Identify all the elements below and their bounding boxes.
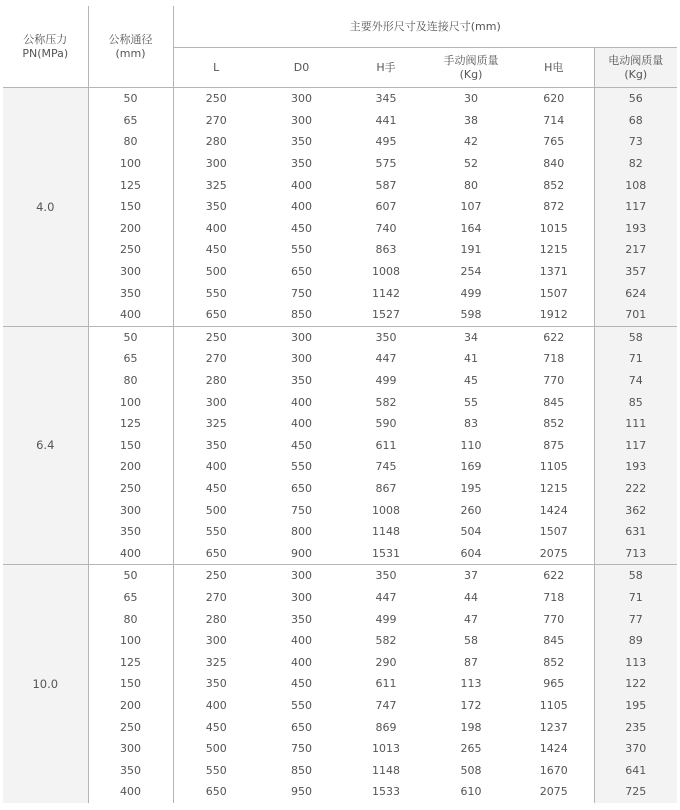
d0-cell: 350 [291, 157, 312, 171]
l-cell: 270 [173, 110, 259, 132]
d0-cell: 650 [291, 265, 312, 279]
electric-weight-cell: 725 [594, 781, 677, 803]
l-cell: 400 [173, 218, 259, 240]
h-electric-cell: 622 [514, 326, 594, 348]
d0-cell: 400 [291, 417, 312, 431]
l-cell: 550 [173, 282, 259, 304]
l-cell: 650 [173, 781, 259, 803]
l-cell: 325 [173, 174, 259, 196]
l-cell: 550 [173, 759, 259, 781]
electric-weight-cell: 58 [594, 565, 677, 587]
electric-weight-cell: 89 [594, 630, 677, 652]
h-manual-cell: 582 [375, 395, 397, 409]
d0-cell: 650 [291, 481, 312, 495]
d0-cell: 350 [291, 374, 312, 388]
header-manual-weight-text: 手动阀质量 (Kg) [443, 53, 499, 81]
header-h-manual: H手 [344, 48, 428, 88]
header-manual-weight [428, 48, 514, 88]
dn-cell: 300 [88, 261, 173, 283]
l-cell: 550 [173, 521, 259, 543]
table-row [3, 282, 677, 304]
table-row [3, 391, 677, 413]
h-electric-cell: 845 [543, 395, 565, 409]
manual-weight-cell: 83 [464, 417, 478, 431]
dn-cell: 125 [88, 651, 173, 673]
electric-weight-cell: 193 [594, 456, 677, 478]
h-electric-cell: 1670 [539, 763, 568, 777]
dn-cell: 125 [88, 174, 173, 196]
electric-weight-cell: 113 [594, 651, 677, 673]
table-row [3, 521, 677, 543]
d0-cell: 450 [291, 438, 312, 452]
h-electric-cell: 1237 [539, 720, 568, 734]
h-manual-cell: 745 [375, 460, 397, 474]
h-manual-cell: 1142 [372, 286, 400, 300]
header-electric-weight [594, 48, 677, 88]
d0-cell: 750 [291, 503, 312, 517]
electric-weight-cell: 193 [594, 218, 677, 240]
table-row [3, 261, 677, 283]
l-cell: 450 [173, 716, 259, 738]
electric-weight-cell: 58 [594, 326, 677, 348]
l-cell: 650 [173, 304, 259, 326]
l-cell: 350 [173, 196, 259, 218]
h-manual-cell: 1533 [372, 785, 400, 799]
d0-cell: 300 [291, 113, 312, 127]
h-electric-cell: 620 [543, 92, 565, 106]
manual-weight-cell: 80 [464, 178, 478, 192]
dn-cell: 125 [88, 413, 173, 435]
table-row [3, 370, 677, 392]
table-row [3, 630, 677, 652]
manual-weight-cell: 38 [464, 113, 478, 127]
header-d0: D0 [259, 48, 344, 88]
manual-weight-cell: 254 [460, 265, 482, 279]
l-cell: 500 [173, 261, 259, 283]
d0-cell: 400 [291, 178, 312, 192]
h-manual-cell: 747 [375, 698, 397, 712]
h-electric-cell: 718 [543, 590, 565, 604]
l-cell: 300 [173, 630, 259, 652]
manual-weight-cell: 610 [460, 785, 482, 799]
dn-cell: 65 [88, 587, 173, 609]
l-cell: 500 [173, 738, 259, 760]
manual-weight-cell: 55 [464, 395, 478, 409]
manual-weight-cell: 195 [460, 481, 482, 495]
h-electric-cell: 1424 [539, 503, 568, 517]
h-manual-cell: 1148 [372, 763, 400, 777]
table-row [3, 499, 677, 521]
h-electric-cell: 1215 [539, 243, 568, 257]
l-cell: 400 [173, 695, 259, 717]
h-electric-cell: 714 [543, 113, 565, 127]
electric-weight-cell: 117 [594, 435, 677, 457]
manual-weight-cell: 191 [460, 243, 482, 257]
h-manual-cell: 575 [375, 157, 397, 171]
electric-weight-cell: 111 [594, 413, 677, 435]
manual-weight-cell: 504 [460, 525, 482, 539]
electric-weight-cell: 122 [594, 673, 677, 695]
d0-cell: 750 [291, 286, 312, 300]
manual-weight-cell: 47 [464, 612, 478, 626]
electric-weight-cell: 77 [594, 608, 677, 630]
table-row [3, 695, 677, 717]
dn-cell: 150 [88, 673, 173, 695]
dn-cell: 350 [88, 521, 173, 543]
manual-weight-cell: 41 [464, 352, 478, 366]
pressure-cell: 10.0 [3, 565, 88, 803]
h-electric-cell: 872 [543, 200, 565, 214]
h-electric-cell: 765 [543, 135, 565, 149]
electric-weight-cell: 73 [594, 131, 677, 153]
header-group: 主要外形尺寸及连接尺寸(mm) [173, 6, 677, 48]
electric-weight-cell: 222 [594, 478, 677, 500]
h-electric-cell: 1105 [539, 460, 568, 474]
h-manual-cell: 863 [375, 243, 397, 257]
header-dn-text: 公称通径 (mm) [108, 32, 153, 60]
l-cell: 270 [173, 587, 259, 609]
d0-cell: 300 [259, 565, 344, 587]
dn-cell: 50 [88, 565, 173, 587]
manual-weight-cell: 107 [460, 200, 482, 214]
h-electric-cell: 1507 [539, 286, 568, 300]
h-manual-cell: 350 [344, 326, 428, 348]
h-manual-cell: 495 [375, 135, 397, 149]
h-electric-cell: 718 [543, 352, 565, 366]
table-row [3, 608, 677, 630]
h-manual-cell: 607 [375, 200, 397, 214]
table-row [3, 456, 677, 478]
h-manual-cell: 1527 [372, 308, 400, 322]
h-manual-cell: 582 [375, 634, 397, 648]
electric-weight-cell: 713 [594, 542, 677, 564]
h-manual-cell: 867 [375, 481, 397, 495]
d0-cell: 650 [291, 720, 312, 734]
table-row [3, 153, 677, 175]
h-electric-cell: 1215 [539, 481, 568, 495]
h-manual-cell: 447 [375, 352, 397, 366]
h-electric-cell: 2075 [539, 785, 568, 799]
manual-weight-cell: 260 [460, 503, 482, 517]
d0-cell: 400 [291, 655, 312, 669]
l-cell: 250 [173, 565, 259, 587]
l-cell: 300 [173, 153, 259, 175]
table-row [3, 218, 677, 240]
table-row [3, 759, 677, 781]
h-electric-cell: 852 [543, 655, 565, 669]
h-manual-cell: 740 [375, 221, 397, 235]
h-electric-cell: 1912 [539, 308, 568, 322]
header-dn [88, 6, 173, 88]
dn-cell: 400 [88, 542, 173, 564]
dn-cell: 350 [88, 759, 173, 781]
manual-weight-cell: 172 [460, 698, 482, 712]
manual-weight-cell: 44 [464, 590, 478, 604]
electric-weight-cell: 624 [594, 282, 677, 304]
electric-weight-cell: 82 [594, 153, 677, 175]
d0-cell: 800 [291, 525, 312, 539]
manual-weight-cell: 169 [460, 460, 482, 474]
l-cell: 250 [173, 326, 259, 348]
h-manual-cell: 869 [375, 720, 397, 734]
dn-cell: 250 [88, 716, 173, 738]
table-row [3, 542, 677, 564]
h-manual-cell: 441 [375, 113, 397, 127]
dn-cell: 100 [88, 391, 173, 413]
manual-weight-cell: 113 [460, 677, 482, 691]
electric-weight-cell: 701 [594, 304, 677, 326]
electric-weight-cell: 74 [594, 370, 677, 392]
table-body [3, 88, 677, 803]
electric-weight-cell: 631 [594, 521, 677, 543]
h-electric-cell: 1105 [539, 698, 568, 712]
dn-cell: 200 [88, 456, 173, 478]
table-row [3, 738, 677, 760]
d0-cell: 300 [291, 92, 312, 106]
table-row [3, 565, 677, 587]
l-cell: 250 [173, 88, 259, 110]
electric-weight-cell: 71 [594, 348, 677, 370]
table-row [3, 478, 677, 500]
l-cell: 350 [173, 673, 259, 695]
l-cell: 450 [173, 478, 259, 500]
h-manual-cell: 590 [375, 417, 397, 431]
h-electric-cell: 852 [543, 417, 565, 431]
dn-cell: 300 [88, 499, 173, 521]
electric-weight-cell: 108 [594, 174, 677, 196]
d0-cell: 300 [291, 352, 312, 366]
header-l: L [173, 48, 259, 88]
l-cell: 280 [173, 370, 259, 392]
h-electric-cell: 840 [543, 157, 565, 171]
table-row [3, 326, 677, 348]
l-cell: 400 [173, 456, 259, 478]
electric-weight-cell: 362 [594, 499, 677, 521]
h-electric-cell: 875 [543, 438, 565, 452]
table-row [3, 673, 677, 695]
h-manual-cell: 499 [375, 612, 397, 626]
electric-weight-cell: 68 [594, 110, 677, 132]
d0-cell: 300 [291, 590, 312, 604]
l-cell: 650 [173, 542, 259, 564]
electric-weight-cell: 370 [594, 738, 677, 760]
electric-weight-cell: 641 [594, 759, 677, 781]
dn-cell: 80 [88, 608, 173, 630]
h-electric-cell: 965 [543, 677, 565, 691]
manual-weight-cell: 45 [464, 374, 478, 388]
l-cell: 500 [173, 499, 259, 521]
table-row [3, 88, 677, 110]
h-manual-cell: 345 [375, 92, 397, 106]
electric-weight-cell: 217 [594, 239, 677, 261]
header-h-electric: H电 [514, 48, 594, 88]
h-manual-cell: 1531 [372, 546, 400, 560]
manual-weight-cell: 58 [464, 634, 478, 648]
h-manual-cell: 1148 [372, 525, 400, 539]
d0-cell: 550 [291, 460, 312, 474]
header-pn [3, 6, 88, 88]
h-manual-cell: 447 [375, 590, 397, 604]
h-manual-cell: 290 [375, 655, 397, 669]
h-manual-cell: 1013 [372, 742, 400, 756]
header-pn-text: 公称压力 PN(MPa) [22, 32, 69, 60]
l-cell: 300 [173, 391, 259, 413]
table-row [3, 131, 677, 153]
dn-cell: 150 [88, 435, 173, 457]
dn-cell: 400 [88, 781, 173, 803]
dn-cell: 50 [88, 88, 173, 110]
manual-weight-cell: 42 [464, 135, 478, 149]
table-row [3, 174, 677, 196]
manual-weight-cell: 87 [464, 655, 478, 669]
manual-weight-cell: 52 [464, 157, 478, 171]
h-electric-cell: 622 [514, 565, 594, 587]
l-cell: 450 [173, 239, 259, 261]
manual-weight-cell: 508 [460, 763, 482, 777]
h-manual-cell: 611 [375, 438, 397, 452]
h-manual-cell: 587 [375, 178, 397, 192]
dn-cell: 300 [88, 738, 173, 760]
manual-weight-cell: 30 [464, 92, 478, 106]
electric-weight-cell: 357 [594, 261, 677, 283]
h-electric-cell: 770 [543, 374, 565, 388]
dn-cell: 80 [88, 370, 173, 392]
table-row [3, 304, 677, 326]
l-cell: 350 [173, 435, 259, 457]
manual-weight-cell: 598 [460, 308, 482, 322]
dn-cell: 100 [88, 630, 173, 652]
electric-weight-cell: 71 [594, 587, 677, 609]
d0-cell: 850 [291, 308, 312, 322]
dn-cell: 65 [88, 348, 173, 370]
d0-cell: 350 [291, 612, 312, 626]
l-cell: 280 [173, 608, 259, 630]
manual-weight-cell: 604 [460, 546, 482, 560]
valve-dimension-table [3, 6, 677, 803]
h-electric-cell: 1015 [539, 221, 568, 235]
d0-cell: 400 [291, 634, 312, 648]
l-cell: 325 [173, 651, 259, 673]
d0-cell: 550 [291, 698, 312, 712]
table-row [3, 110, 677, 132]
table-row [3, 716, 677, 738]
pressure-cell: 4.0 [3, 88, 88, 327]
l-cell: 270 [173, 348, 259, 370]
table-row [3, 435, 677, 457]
h-electric-cell: 770 [543, 612, 565, 626]
electric-weight-cell: 195 [594, 695, 677, 717]
manual-weight-cell: 34 [428, 326, 514, 348]
d0-cell: 400 [291, 200, 312, 214]
h-electric-cell: 2075 [539, 546, 568, 560]
d0-cell: 950 [291, 785, 312, 799]
d0-cell: 850 [291, 763, 312, 777]
h-manual-cell: 1008 [372, 503, 400, 517]
dn-cell: 350 [88, 282, 173, 304]
h-electric-cell: 1371 [539, 265, 568, 279]
dn-cell: 400 [88, 304, 173, 326]
table-row [3, 781, 677, 803]
table-row [3, 196, 677, 218]
electric-weight-cell: 117 [594, 196, 677, 218]
electric-weight-cell: 56 [594, 88, 677, 110]
d0-cell: 900 [291, 546, 312, 560]
table-row [3, 239, 677, 261]
electric-weight-cell: 235 [594, 716, 677, 738]
table-row [3, 413, 677, 435]
dn-cell: 250 [88, 239, 173, 261]
h-manual-cell: 350 [344, 565, 428, 587]
h-manual-cell: 611 [375, 677, 397, 691]
manual-weight-cell: 198 [460, 720, 482, 734]
manual-weight-cell: 499 [460, 286, 482, 300]
dn-cell: 200 [88, 218, 173, 240]
h-electric-cell: 1424 [539, 742, 568, 756]
pressure-cell: 6.4 [3, 326, 88, 565]
dn-cell: 150 [88, 196, 173, 218]
l-cell: 280 [173, 131, 259, 153]
dn-cell: 65 [88, 110, 173, 132]
dn-cell: 80 [88, 131, 173, 153]
manual-weight-cell: 110 [460, 438, 482, 452]
dn-cell: 50 [88, 326, 173, 348]
table-row [3, 651, 677, 673]
dn-cell: 250 [88, 478, 173, 500]
electric-weight-cell: 85 [594, 391, 677, 413]
l-cell: 325 [173, 413, 259, 435]
d0-cell: 450 [291, 221, 312, 235]
d0-cell: 300 [259, 326, 344, 348]
dn-cell: 100 [88, 153, 173, 175]
table-row [3, 348, 677, 370]
h-electric-cell: 845 [543, 634, 565, 648]
manual-weight-cell: 37 [428, 565, 514, 587]
dn-cell: 200 [88, 695, 173, 717]
table-row [3, 587, 677, 609]
d0-cell: 400 [291, 395, 312, 409]
manual-weight-cell: 265 [460, 742, 482, 756]
d0-cell: 350 [291, 135, 312, 149]
h-manual-cell: 499 [375, 374, 397, 388]
manual-weight-cell: 164 [460, 221, 482, 235]
d0-cell: 450 [291, 677, 312, 691]
h-manual-cell: 1008 [372, 265, 400, 279]
h-electric-cell: 852 [543, 178, 565, 192]
header-electric-weight-text: 电动阀质量 (Kg) [608, 53, 664, 81]
d0-cell: 750 [291, 742, 312, 756]
d0-cell: 550 [291, 243, 312, 257]
h-electric-cell: 1507 [539, 525, 568, 539]
